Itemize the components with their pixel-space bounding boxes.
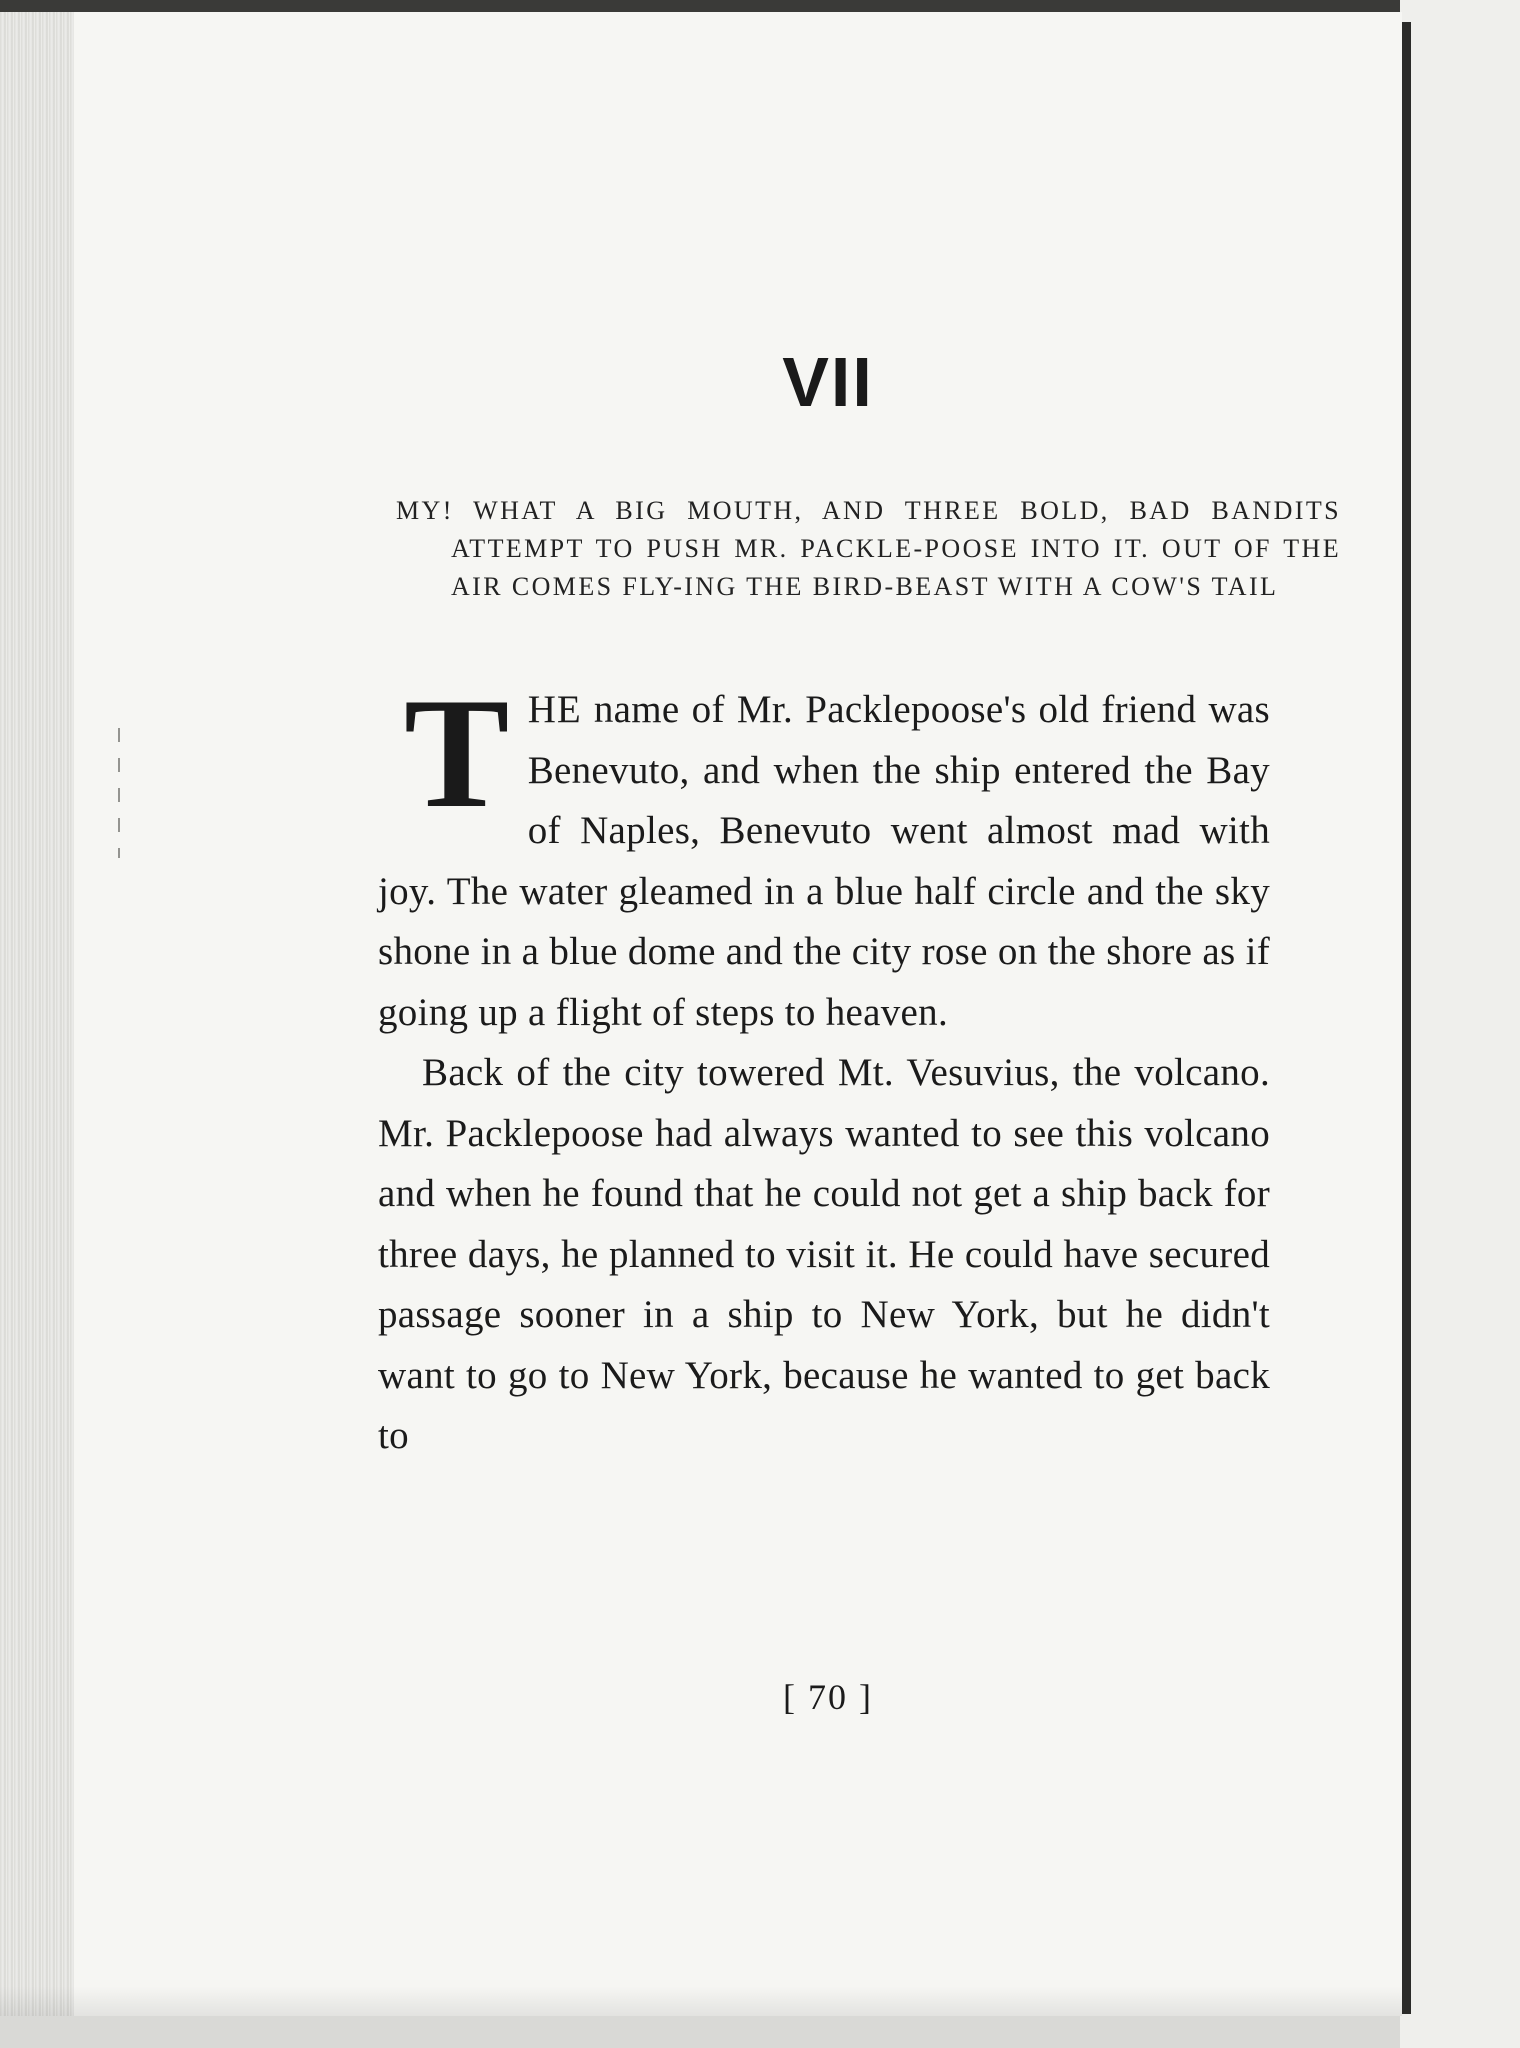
- page-edges: [0, 12, 74, 2016]
- page-bottom-shadow: [0, 1986, 1402, 2016]
- page-number: [ 70 ]: [783, 1677, 873, 1717]
- margin-mark: [118, 728, 120, 858]
- book-page: [0, 12, 1402, 2016]
- paragraph-2: Back of the city towered Mt. Vesuvius, the volcano. Mr. Packlepoose had always wanted to see this volcano and when he found that he could not get a ship back for three days, he planned to visit it. He could have secured passage sooner in a ship to New York, but he didn't want to go to New York, because he wanted to get back to: [378, 1051, 1270, 1457]
- paragraph-1-text: name of Mr. Packlepoose's old friend was Benevuto, and when the ship entered the Bay of Naples, Benevuto went almost mad with joy. The water gleamed in a blue half circle and the sky shone in a blue dome and the city rose on the shore as if going up a flight of steps to heaven.: [378, 688, 1270, 1034]
- chapter-number: VII: [782, 343, 874, 421]
- paragraph-1-lead: HE: [527, 688, 582, 731]
- drop-cap: T: [404, 666, 510, 841]
- body-text: [378, 666, 1270, 1467]
- chapter-summary: MY! WHAT A BIG MOUTH, AND THREE BOLD, BAD BANDITS ATTEMPT TO PUSH MR. PACKLE-POOSE INTO IT. OUT OF THE AIR COMES FLY-ING THE BIRD-BEAST WITH A COW'S TAIL: [396, 496, 1341, 601]
- facing-page: [1400, 0, 1520, 2048]
- paragraph-1: [378, 666, 1270, 1043]
